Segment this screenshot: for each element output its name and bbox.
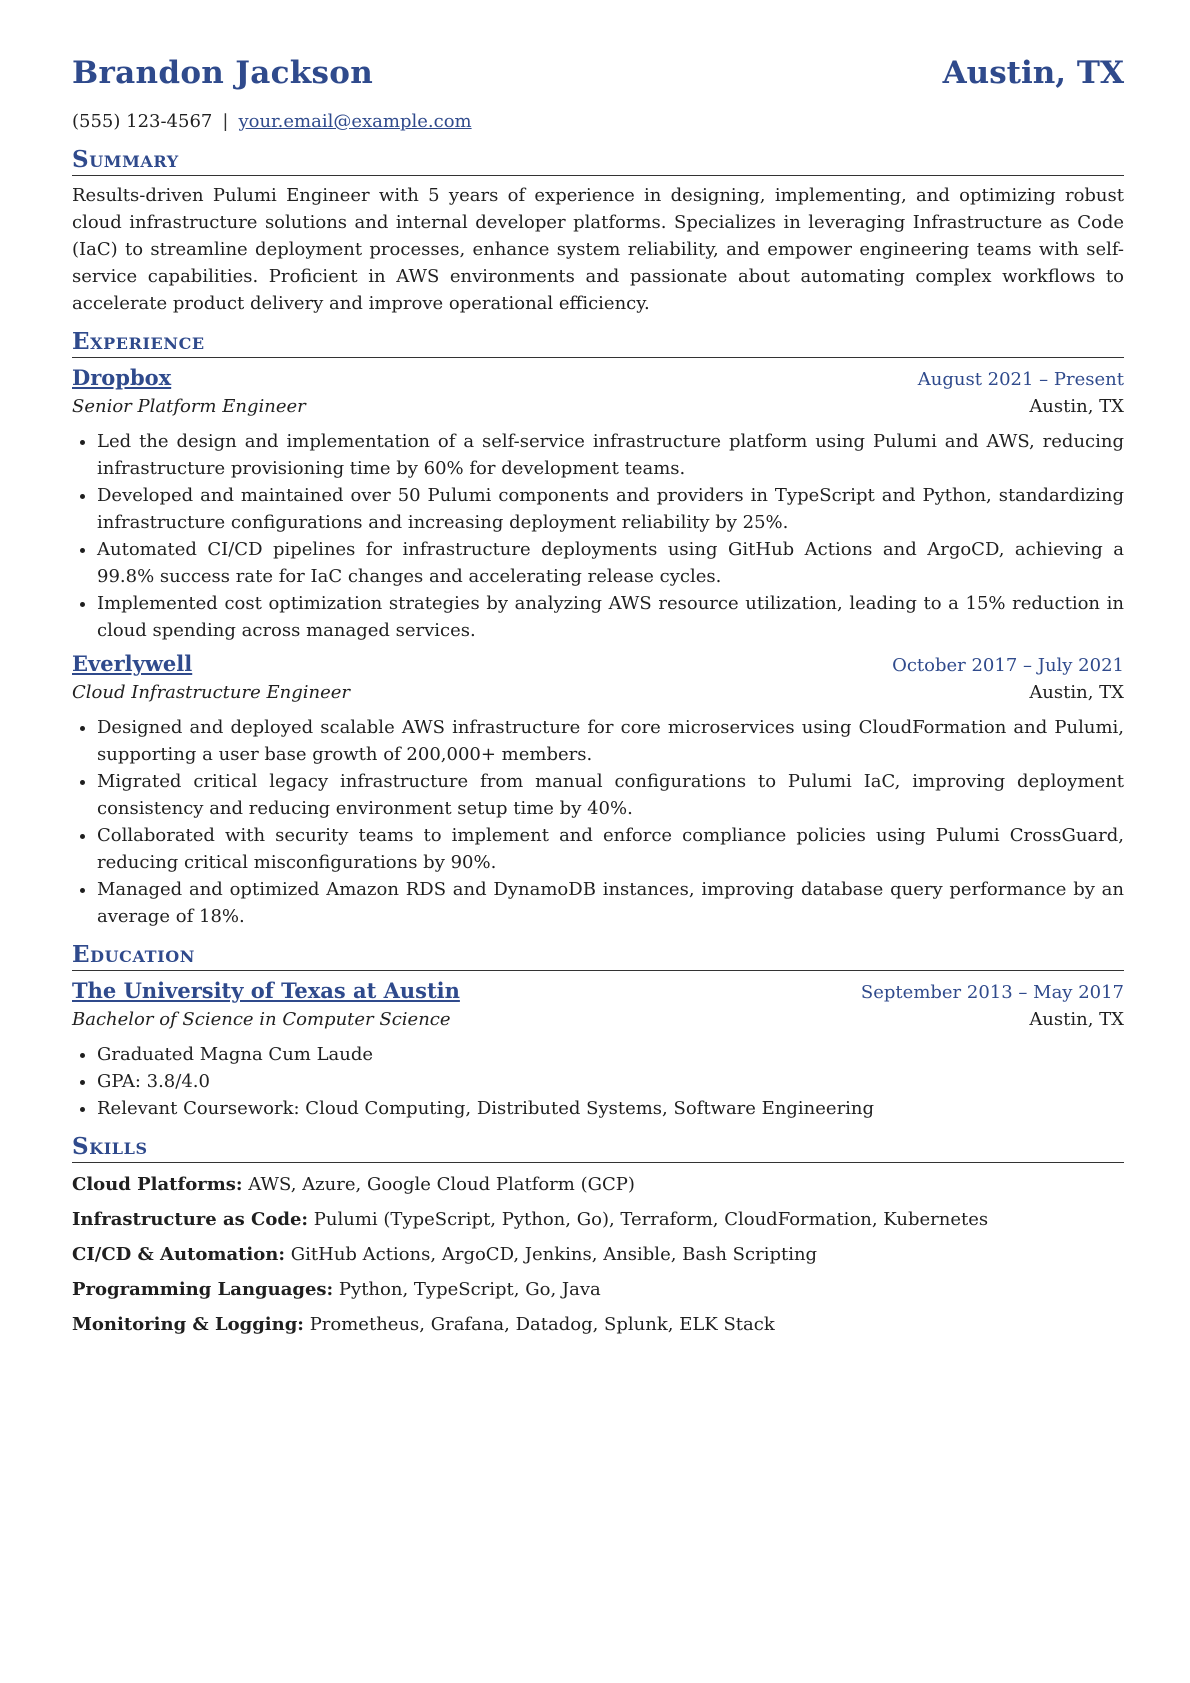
bullet-item: • Designed and deployed scalable AWS infrastructure for core microservices using CloudFormation and Pulumi, supporting a user base growth of 200,000+ members.	[97, 714, 1124, 768]
education-heading: Education	[72, 940, 1124, 971]
job-location: Austin, TX	[1029, 396, 1124, 417]
job-entry-everlywell	[72, 650, 1124, 930]
bullet-item: • Managed and optimized Amazon RDS and DynamoDB instances, improving database query performance by an average of 18%.	[97, 876, 1124, 930]
job-bullets	[72, 428, 1124, 644]
education-entry	[72, 977, 1124, 1122]
candidate-location: Austin, TX	[942, 55, 1124, 91]
skills-heading: Skills	[72, 1132, 1124, 1163]
skill-row	[72, 1206, 1124, 1233]
education-bullets	[72, 1041, 1124, 1122]
bullet-item: • Led the design and implementation of a self-service infrastructure platform using Pulumi and AWS, reducing infrastructure provisioning time by 60% for development teams.	[97, 428, 1124, 482]
skill-row	[72, 1241, 1124, 1268]
bullet-item: • Implemented cost optimization strategies by analyzing AWS resource utilization, leading to a 15% reduction in cloud spending across managed services.	[97, 590, 1124, 644]
job-location: Austin, TX	[1029, 682, 1124, 703]
job-bullets	[72, 714, 1124, 930]
bullet-item: • Migrated critical legacy infrastructure from manual configurations to Pulumi IaC, improving deployment consistency and reducing environment setup time by 40%.	[97, 768, 1124, 822]
bullet-item: • Developed and maintained over 50 Pulumi components and providers in TypeScript and Python, standardizing infrastructure configurations and increasing deployment reliability by 25%.	[97, 482, 1124, 536]
job-title: Cloud Infrastructure Engineer	[72, 682, 350, 703]
summary-text: Results-driven Pulumi Engineer with 5 years of experience in designing, implementing, and optimizing robust cloud infrastructure solutions and internal developer platforms. Specializes in leveraging Infrastructure as Code (IaC) to streamline deployment processes, enhance system reliability, and empower engineering teams with self-service capabilities. Proficient in AWS environments and passionate about automating complex workflows to accelerate product delivery and improve operational efficiency.	[72, 185, 1124, 314]
skill-row	[72, 1276, 1124, 1303]
phone-number: (555) 123-4567	[72, 111, 213, 132]
bullet-item: • Relevant Coursework: Cloud Computing, Distributed Systems, Software Engineering	[97, 1095, 1124, 1122]
resume-page	[72, 55, 1124, 1338]
skill-row	[72, 1171, 1124, 1198]
contact-line	[72, 108, 1124, 135]
bullet-item: • Collaborated with security teams to implement and enforce compliance policies using Pulumi CrossGuard, reducing critical misconfigurations by 90%.	[97, 822, 1124, 876]
skill-label: Programming Languages:	[72, 1279, 334, 1300]
contact-separator: |	[222, 111, 229, 132]
company-link[interactable]: Dropbox	[72, 365, 172, 390]
summary-heading: Summary	[72, 145, 1124, 176]
company-link[interactable]: Everlywell	[72, 651, 193, 676]
job-title: Senior Platform Engineer	[72, 396, 306, 417]
resume-header	[72, 55, 1124, 102]
candidate-name: Brandon Jackson	[72, 55, 374, 91]
education-location: Austin, TX	[1029, 1009, 1124, 1030]
skill-value: Python, TypeScript, Go, Java	[338, 1279, 601, 1300]
skill-row	[72, 1311, 1124, 1338]
skill-value: AWS, Azure, Google Cloud Platform (GCP)	[248, 1174, 635, 1195]
experience-heading: Experience	[72, 327, 1124, 358]
education-dates: September 2013 – May 2017	[860, 982, 1124, 1003]
job-entry-dropbox	[72, 364, 1124, 644]
job-dates: August 2021 – Present	[917, 369, 1124, 390]
skill-value: Pulumi (TypeScript, Python, Go), Terraform, CloudFormation, Kubernetes	[313, 1209, 989, 1230]
email-link[interactable]: your.email@example.com	[238, 111, 472, 132]
bullet-item: • Graduated Magna Cum Laude	[97, 1041, 1124, 1068]
job-dates: October 2017 – July 2021	[892, 655, 1124, 676]
bullet-item: • GPA: 3.8/4.0	[97, 1068, 1124, 1095]
skill-label: Cloud Platforms:	[72, 1174, 243, 1195]
degree: Bachelor of Science in Computer Science	[72, 1009, 451, 1030]
skill-value: Prometheus, Grafana, Datadog, Splunk, ELK Stack	[309, 1314, 775, 1335]
bullet-item: • Automated CI/CD pipelines for infrastructure deployments using GitHub Actions and ArgoCD, achieving a 99.8% success rate for IaC changes and accelerating release cycles.	[97, 536, 1124, 590]
skill-label: Infrastructure as Code:	[72, 1209, 309, 1230]
skills-list	[72, 1171, 1124, 1338]
school-link[interactable]: The University of Texas at Austin	[72, 978, 460, 1003]
skill-label: Monitoring & Logging:	[72, 1314, 304, 1335]
skill-label: CI/CD & Automation:	[72, 1244, 286, 1265]
skill-value: GitHub Actions, ArgoCD, Jenkins, Ansible, Bash Scripting	[290, 1244, 818, 1265]
